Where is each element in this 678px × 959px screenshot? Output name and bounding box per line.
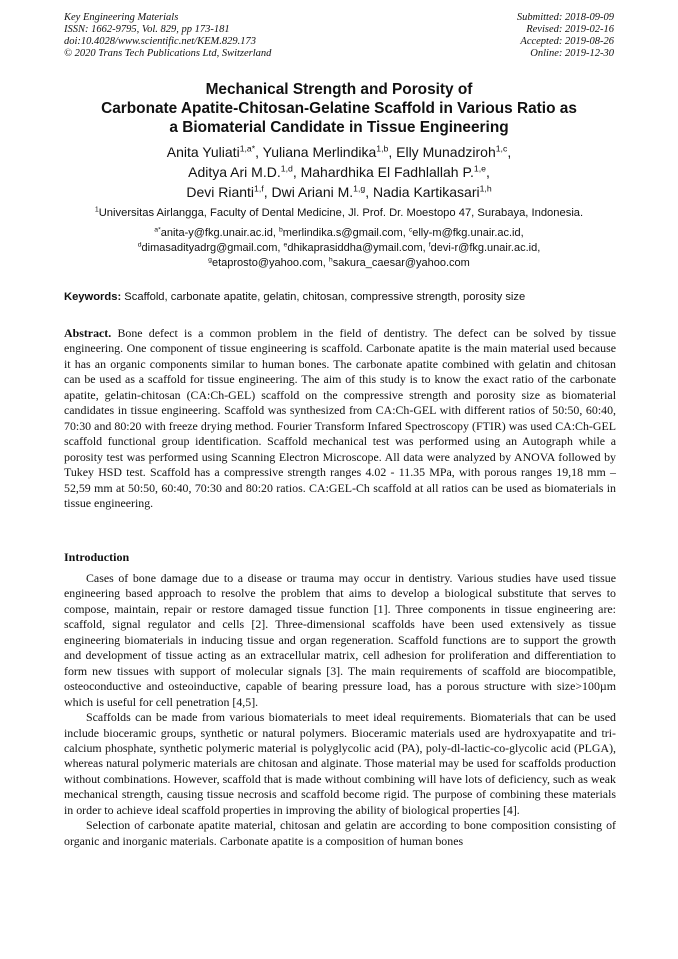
submitted-date: Submitted: 2018-09-09	[516, 12, 614, 23]
affiliation	[40, 206, 638, 220]
email-sup: f	[428, 241, 431, 249]
email-sep: ,	[520, 227, 524, 239]
email-line	[40, 256, 638, 271]
title-line: Carbonate Apatite-Chitosan-Gelatine Scaffold in Various Ratio as	[101, 100, 577, 117]
email-sep: ,	[537, 242, 541, 254]
title-line: a Biomaterial Candidate in Tissue Engineering	[169, 119, 509, 136]
revised-date: Revised: 2019-02-16	[526, 24, 614, 35]
journal-name: Key Engineering Materials	[64, 12, 179, 23]
author-name: Mahardhika El Fadhlallah P.	[300, 164, 474, 180]
journal-issn: ISSN: 1662-9795, Vol. 829, pp 173-181	[64, 24, 230, 35]
author-sup: 1,a*	[239, 143, 256, 154]
keywords-text: Scaffold, carbonate apatite, gelatin, chitosan, compressive strength, porosity size	[121, 291, 526, 303]
author-name: Yuliana Merlindika	[262, 144, 377, 160]
author-sup: 1,c	[495, 143, 508, 154]
email-sup: g	[208, 256, 212, 264]
email-address: elly-m@fkg.unair.ac.id	[412, 227, 521, 239]
author-sup: 1,g	[353, 183, 366, 194]
author-sep: ,	[365, 184, 373, 200]
author-sup: 1,b	[376, 143, 389, 154]
email-sep: ,	[322, 257, 329, 269]
email-address: anita-y@fkg.unair.ac.id	[160, 227, 273, 239]
author-name: Anita Yuliati	[166, 144, 240, 160]
author-line	[40, 182, 638, 202]
email-line	[40, 226, 638, 241]
author-sep: ,	[263, 184, 272, 200]
author-name: Dwi Ariani M.	[271, 184, 354, 200]
affiliation-sup: 1	[94, 206, 99, 214]
author-name: Nadia Kartikasari	[373, 184, 480, 200]
email-sup: b	[278, 226, 283, 234]
abstract-text: Bone defect is a common problem in the field of dentistry. The defect can be solved by tissue engineering. One component of tissue engineering is scaffold. Carbonate apatite is the main material used because it has an organic components similar to human bones. The carbonate apatite combined with gelatin and chitosan can be used as a scaffold for tissue engineering. The aim of this study is to know the exact ratio of the carbonate apatite, gelatin-chitosan (CA:Ch-GEL) scaffold on the compressive strength and porosity size as biomaterial candidates in tissue engineering. Scaffold was synthesized from CA:Ch-GEL with different ratios of 50:50, 60:40, 70:30 and 80:20 with freeze drying method. Fourier Transform Infared Spectroscopy (FTIR) was used CA:Ch-GEL scaffold functional group identification. Scaffold mechanical test was performed using an Autograph while a porosity test was performed using Scanning Electron Microscope. All data were analyzed by ANOVA followed by Tukey HSD test. Scaffold has a compressive strength ranges 4.02 - 11.35 MPa, with porous ranges 19,18 mm – 52,59 mm at 50:50, 60:40, 70:30 and 80:20 ratios. CA:GEL-Ch scaffold at all ratios can be used as biomaterials in tissue engineering.	[64, 326, 616, 510]
paragraph: Selection of carbonate apatite material, chitosan and gelatin are according to bone composition consisting of organic and inorganic materials. Carbonate apatite is a composition of human bones	[64, 818, 616, 848]
email-address: dimasadityadrg@gmail.com	[141, 242, 278, 254]
email-address: dhikaprasiddha@ymail.com	[287, 242, 423, 254]
email-address: etaprosto@yahoo.com	[211, 257, 323, 269]
author-name: Devi Rianti	[186, 184, 255, 200]
author-sup: 1,e	[473, 163, 486, 174]
keywords	[64, 290, 616, 304]
introduction-section	[64, 550, 616, 849]
email-address: merlindika.s@gmail.com	[282, 227, 403, 239]
paragraph: Scaffolds can be made from various biomaterials to meet ideal requirements. Biomaterials that can be used include bioceramic groups, synthetic or natural polymers. Bioceramic materials used are hydroxyapatite and tri-calcium phosphate, synthetic polymeric material is polyglycolic acid (PA), poly-dl-lactic-co-glycolic acid (PLGA), whereas natural polymeric materials are chitosan and alginate. Those material may be used for scaffolds production without combinations. However, scaffold that is made without combining will have lots of deficiency, such as weak mechanical strength, causing tissue necrosis and scaffold become rigid. The purpose of combining these materials in order to achieve ideal scaffold properties in improving the ability of biological properties [4].	[64, 710, 616, 817]
paragraph: Cases of bone damage due to a disease or trauma may occur in dentistry. Various studies have used tissue engineering based approach to resolve the problem that aims to develop a biological substitute that serves to compose, maintain, repair or restore damaged tissue function [1]. Three components in tissue engineering are: scaffold, signal regulator and cells [2]. Three-dimensional scaffolds have been used extensively as tissue engineering biomaterials in inducing tissue and organ regeneration. Scaffold functions are to support the growth and development of tissue acting as an extracellular matrix, cell adhesion for proliferation and differentiation to form new tissues with support of molecular signals [3]. The main requirements of scaffold are biocompatible, osteoconductive and osteoinductive, capable of bearing pressure load, has a porous structure with size>100µm which is useful for cell penetration [4,5].	[64, 571, 616, 709]
email-sup: c	[408, 226, 413, 234]
journal-copyright: © 2020 Trans Tech Publications Ltd, Switzerland	[64, 48, 272, 59]
title-line: Mechanical Strength and Porosity of	[205, 81, 473, 98]
author-sep: ,	[292, 164, 301, 180]
author-sep: ,	[255, 144, 263, 160]
journal-doi: doi:10.4028/www.scientific.net/KEM.829.173	[64, 36, 256, 47]
section-heading: Introduction	[64, 550, 130, 564]
email-line	[40, 241, 638, 256]
publication-dates	[517, 12, 614, 60]
email-sep: ,	[402, 227, 409, 239]
affiliation-text: Universitas Airlangga, Faculty of Dental Medicine, Jl. Prof. Dr. Moestopo 47, Surabaya, Indonesia.	[98, 207, 584, 219]
author-name: Elly Munadziroh	[396, 144, 496, 160]
keywords-label: Keywords:	[64, 291, 122, 303]
email-sup: a*	[154, 226, 161, 234]
email-list	[40, 226, 638, 271]
author-sep: ,	[388, 144, 397, 160]
author-sup: 1,f	[254, 183, 264, 194]
author-sup: 1,d	[280, 163, 293, 174]
journal-info	[64, 12, 271, 60]
author-sup: 1,h	[479, 183, 492, 194]
email-sep: ,	[422, 242, 429, 254]
author-sep: ,	[507, 144, 512, 160]
email-address: sakura_caesar@yahoo.com	[332, 257, 470, 269]
accepted-date: Accepted: 2019-08-26	[520, 36, 614, 47]
author-line	[40, 162, 638, 182]
email-sup: e	[283, 241, 288, 249]
paper-title	[40, 80, 638, 137]
author-name: Aditya Ari M.D.	[188, 164, 281, 180]
email-sep: ,	[277, 242, 284, 254]
email-sup: h	[328, 256, 333, 264]
email-address: devi-r@fkg.unair.ac.id	[430, 242, 538, 254]
author-list	[40, 142, 638, 202]
email-sup: d	[137, 241, 142, 249]
email-sep: ,	[272, 227, 279, 239]
author-sep: ,	[485, 164, 490, 180]
online-date: Online: 2019-12-30	[530, 48, 614, 59]
abstract-label: Abstract.	[64, 326, 112, 340]
abstract	[64, 326, 616, 511]
author-line	[40, 142, 638, 162]
